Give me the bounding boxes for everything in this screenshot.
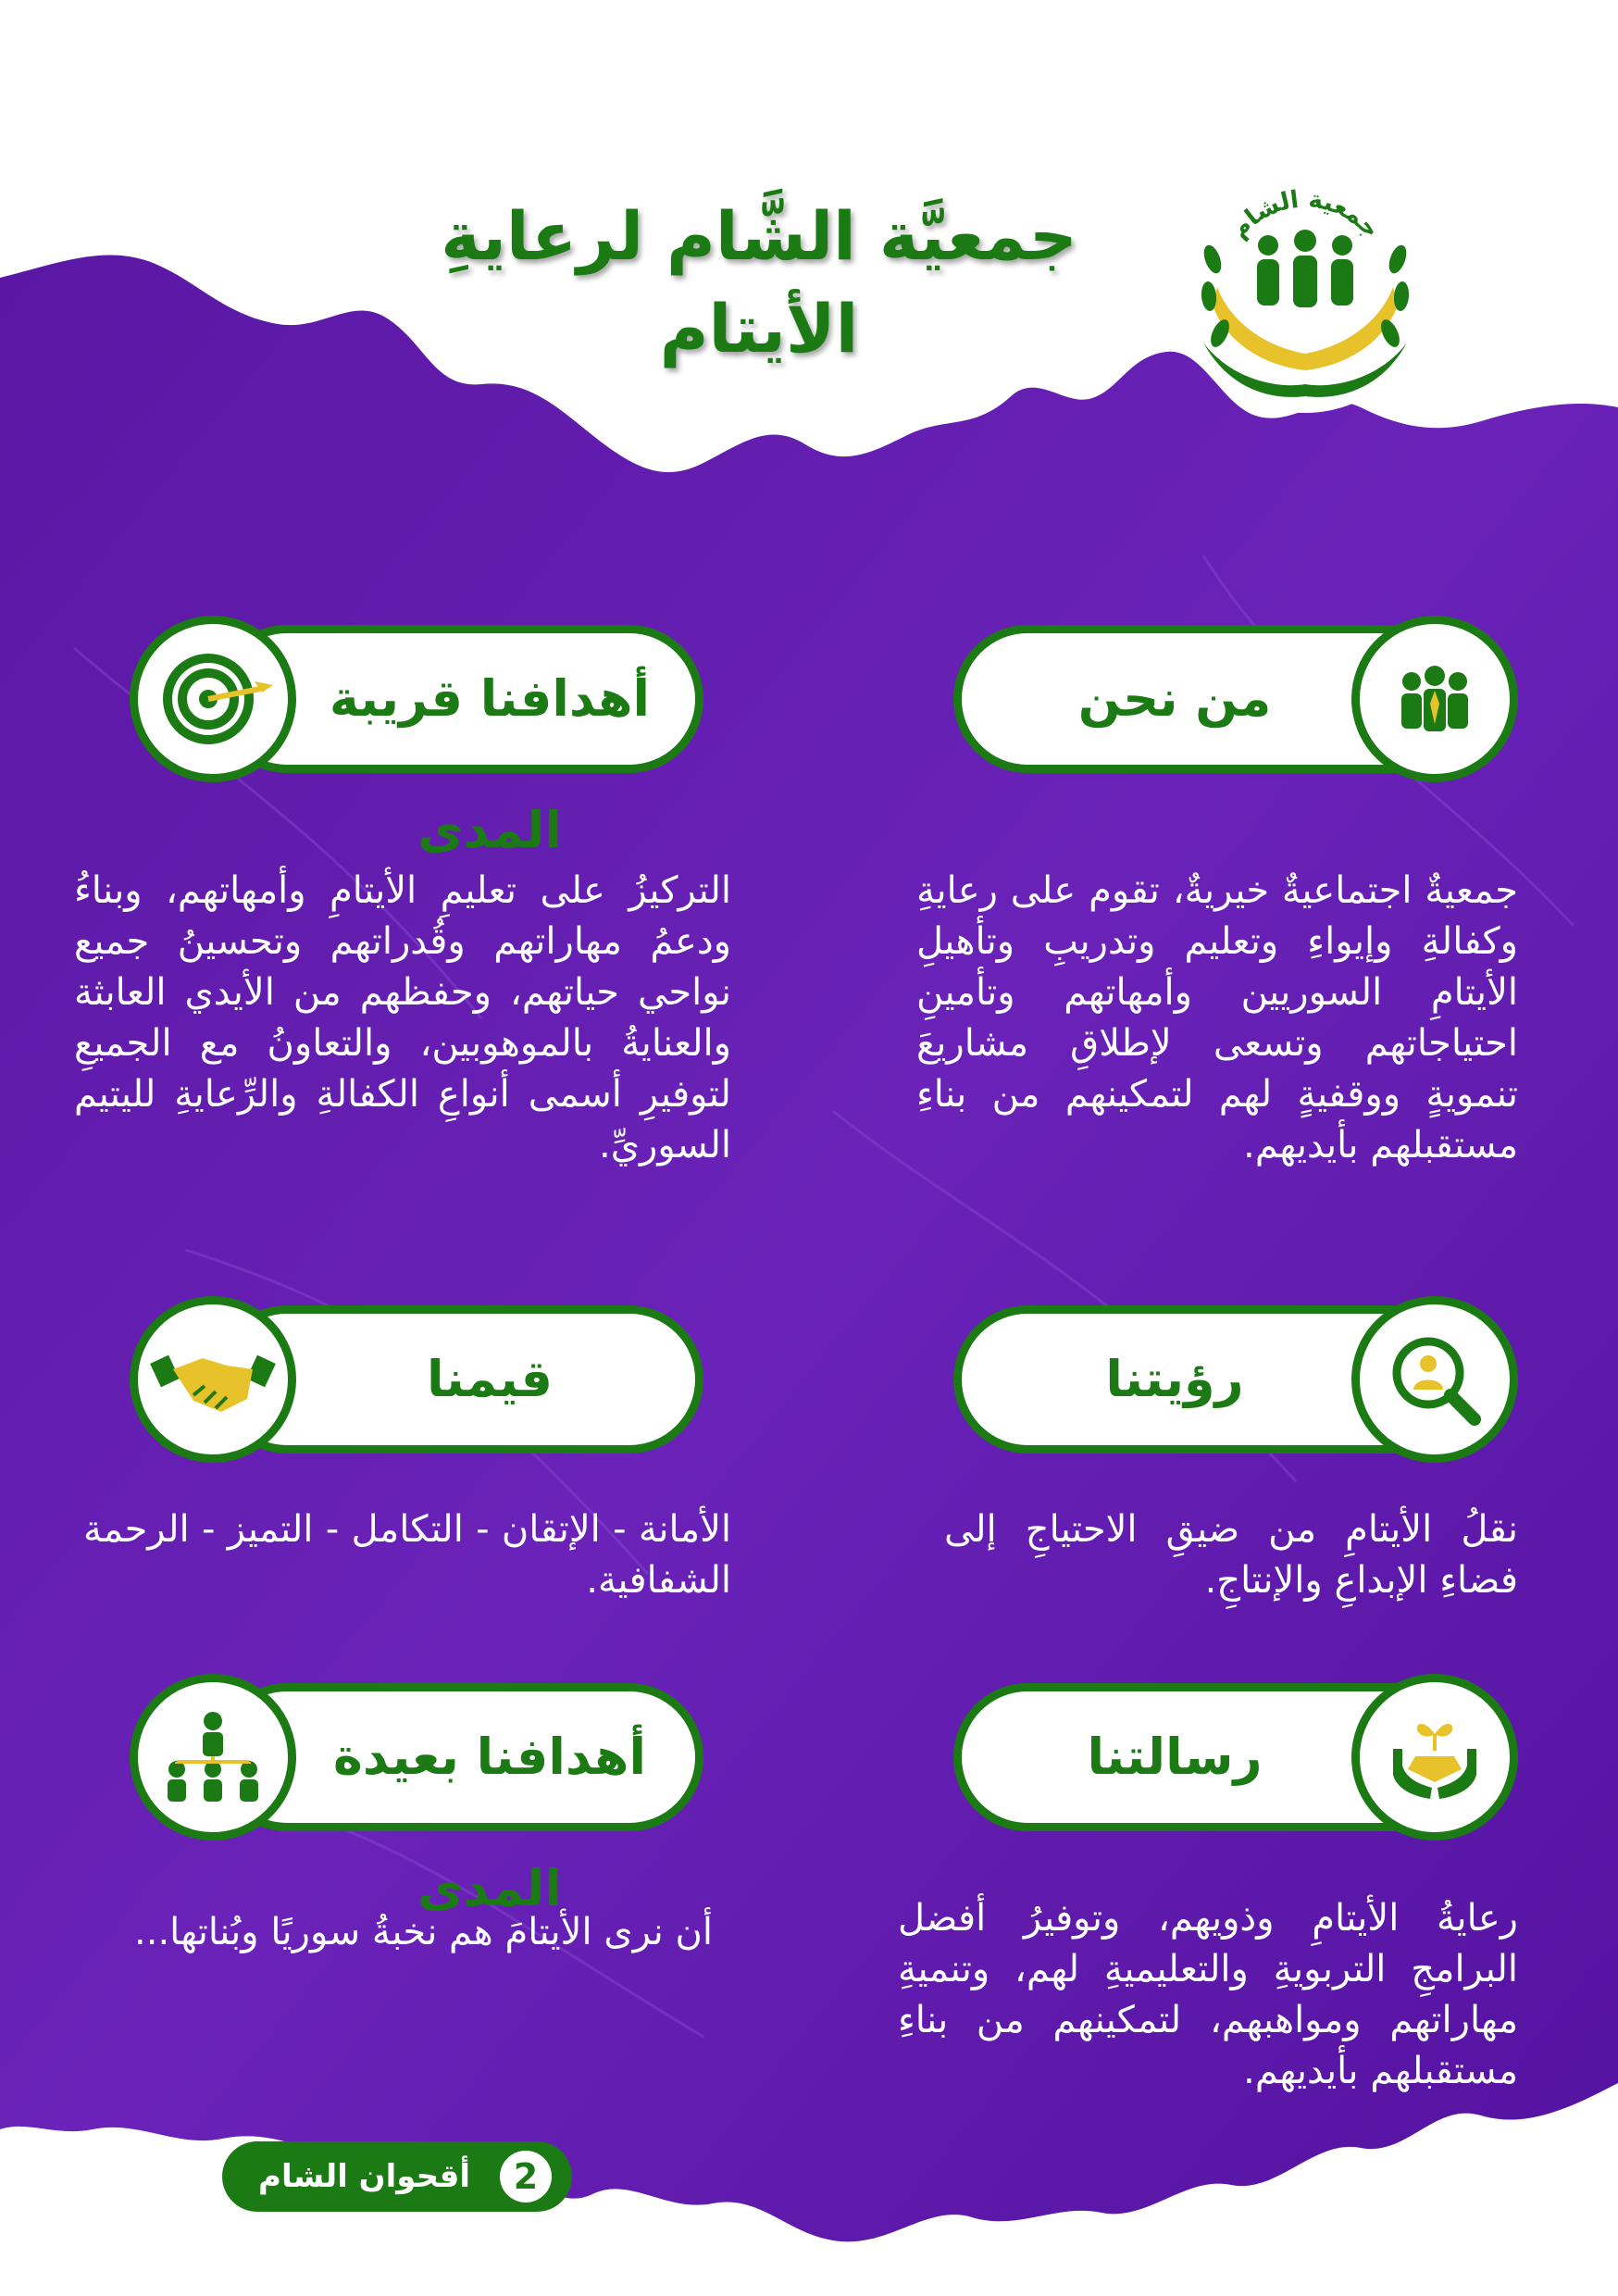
magnifier-person-icon (1360, 1304, 1510, 1454)
vision-heading: رؤيتنا (1105, 1350, 1244, 1408)
values-text: الأمانة - الإتقان - التكامل - التميز - الرحمة الشفافية. (83, 1508, 731, 1602)
page-number: 2 (500, 2151, 552, 2202)
about-icon-badge (1351, 616, 1518, 782)
handshake-icon (138, 1304, 288, 1454)
hierarchy-people-icon (138, 1682, 288, 1832)
association-logo (1176, 157, 1435, 417)
short-goals-text: التركيزُ على تعليمِ الأيتامِ وأمهاتهم، وبناءُ ودعمُ مهاراتهم وقُدراتهم وتحسينُ جميع نواحي حياتهم، وحفظهم من الأيدي العابثة والعنايةُ بالموهوبين، والتعاونُ مع الجميعِ لتوفيرِ أسمى أنواعِ الكفالةِ والرِّعايةِ لليتيم السوريِّ. (74, 869, 731, 1167)
values-heading: قيمنا (427, 1350, 553, 1408)
mission-icon-badge (1351, 1674, 1518, 1841)
hands-plant-icon (1360, 1682, 1510, 1832)
short-goals-icon-badge (130, 616, 296, 782)
long-goals-text: أن نرى الأيتامَ هم نخبةُ سوريًا وبُناتها... (134, 1911, 713, 1953)
svg-text:جمعية الشام: جمعية الشام (1225, 185, 1386, 244)
short-goals-heading: أهدافنا قريبة المدى (329, 669, 651, 859)
values-icon-badge (130, 1296, 296, 1463)
team-icon (1360, 624, 1510, 774)
vision-text: نقلُ الأيتامِ من ضيقِ الاحتياجِ إلى فضاءِ الإبداعِ والإنتاجِ. (944, 1508, 1518, 1602)
mission-heading: رسالتنا (1087, 1728, 1263, 1786)
about-text: جمعيةٌ اجتماعيةٌ خيريةٌ، تقوم على رعايةِ وكفالةِ وإيواءِ وتعليم وتدريبِ وتأهيلِ الأيتامِ السوريين وأمهاتهم وتأمينِ احتياجاتهم وتسعى لإطلاقِ مشاريعَ تنمويةٍ ووقفيةٍ لهم لتمكينهم من بناءِ مستقبلهم بأيديهم. (916, 869, 1518, 1167)
footer-badge (222, 2141, 572, 2212)
page-title: جمعيَّة الشَّام لرعايةِ الأيتام (441, 197, 1077, 368)
vision-icon-badge (1351, 1296, 1518, 1463)
long-goals-icon-badge (130, 1674, 296, 1841)
target-icon (138, 624, 288, 774)
about-heading: من نحن (1077, 669, 1272, 728)
footer-label: أقحوان الشام (258, 2158, 470, 2195)
mission-text: رعايةُ الأيتامِ وذويهم، وتوفيرُ أفضل البرامجِ التربويةِ والتعليميةِ لهم، وتنميةِ مهاراتهم ومواهبهم، لتمكينهم من بناءِ مستقبلهم بأيديهم. (898, 1897, 1518, 2092)
long-goals-heading: أهدافنا بعيدة المدى (332, 1728, 646, 1917)
